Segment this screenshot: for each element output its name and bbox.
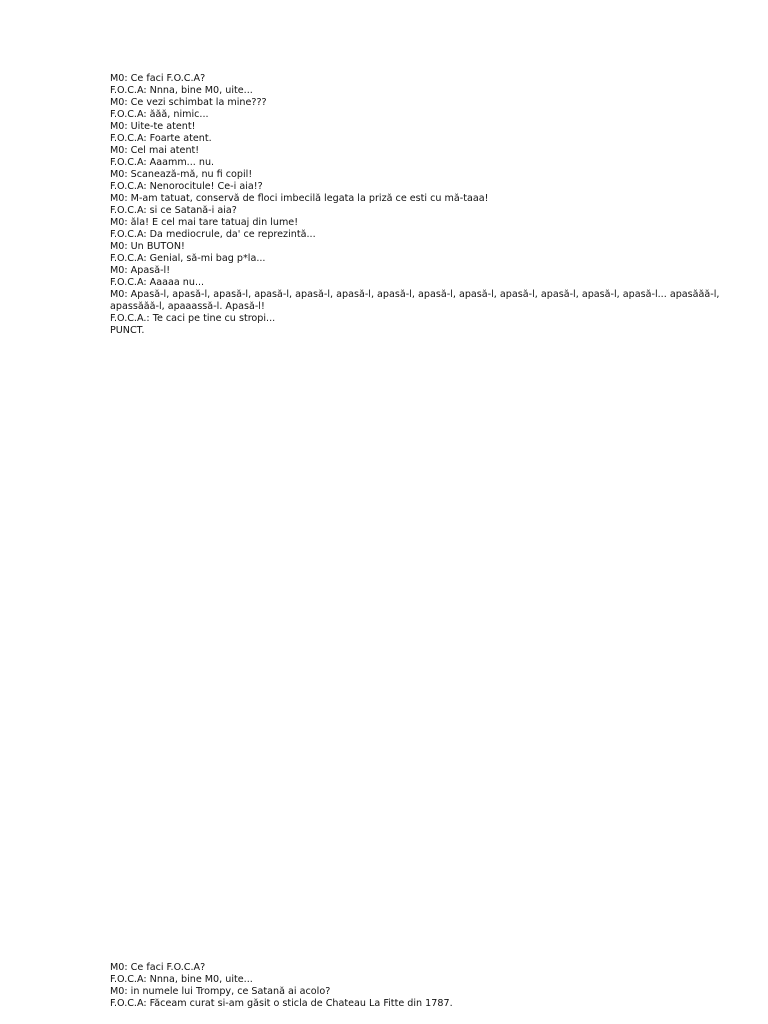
dialogue-line: M0: Cel mai atent! — [110, 145, 200, 156]
dialogue-line: F.O.C.A: Aaamm... nu. — [110, 157, 215, 168]
dialogue-line: M0: Scanează-mă, nu fi copil! — [110, 169, 253, 180]
dialogue-line: M0: Uite-te atent! — [110, 121, 196, 132]
dialogue-line: F.O.C.A: Foarte atent. — [110, 133, 212, 144]
dialogue-line: F.O.C.A: si ce Satană-i aia? — [110, 205, 237, 216]
dialogue-line: M0: Ce faci F.O.C.A? — [110, 962, 206, 973]
dialogue-line: F.O.C.A: ăăă, nimic... — [110, 109, 209, 120]
dialogue-line: M0: Apasă-l, apasă-l, apasă-l, apasă-l, apasă-l, apasă-l, apasă-l, apasă-l, apasă-l, apasă-l, apasă-l, apasă-l, apasă-l... apasăăă-l, apassăăă-l, apaaassă-l. Apasă-l! — [110, 289, 723, 312]
dialogue-line: F.O.C.A: Nenorocitule! Ce-i aia!? — [110, 181, 263, 192]
dialogue-block-top — [110, 73, 730, 337]
dialogue-line: M0: in numele lui Trompy, ce Satană ai acolo? — [110, 986, 331, 997]
dialogue-line: F.O.C.A: Nnna, bine M0, uite... — [110, 85, 253, 96]
dialogue-line: M0: Ce faci F.O.C.A? — [110, 73, 206, 84]
dialogue-line: M0: M-am tatuat, conservă de floci imbecilă legata la priză ce esti cu mă-taaa! — [110, 193, 489, 204]
dialogue-line: M0: Un BUTON! — [110, 241, 185, 252]
dialogue-line: PUNCT. — [110, 325, 145, 336]
dialogue-line: M0: ăla! E cel mai tare tatuaj din lume! — [110, 217, 299, 228]
dialogue-line: F.O.C.A: Da mediocrule, da' ce reprezintă... — [110, 229, 316, 240]
dialogue-line: F.O.C.A.: Te caci pe tine cu stropi... — [110, 313, 276, 324]
dialogue-line: F.O.C.A: Aaaaa nu... — [110, 277, 205, 288]
dialogue-line: F.O.C.A: Făceam curat si-am găsit o sticla de Chateau La Fitte din 1787. — [110, 998, 453, 1009]
dialogue-block-bottom — [110, 962, 730, 1010]
dialogue-line: F.O.C.A: Genial, să-mi bag p*la... — [110, 253, 266, 264]
dialogue-line: M0: Ce vezi schimbat la mine??? — [110, 97, 267, 108]
dialogue-line: F.O.C.A: Nnna, bine M0, uite... — [110, 974, 253, 985]
dialogue-line: M0: Apasă-l! — [110, 265, 171, 276]
